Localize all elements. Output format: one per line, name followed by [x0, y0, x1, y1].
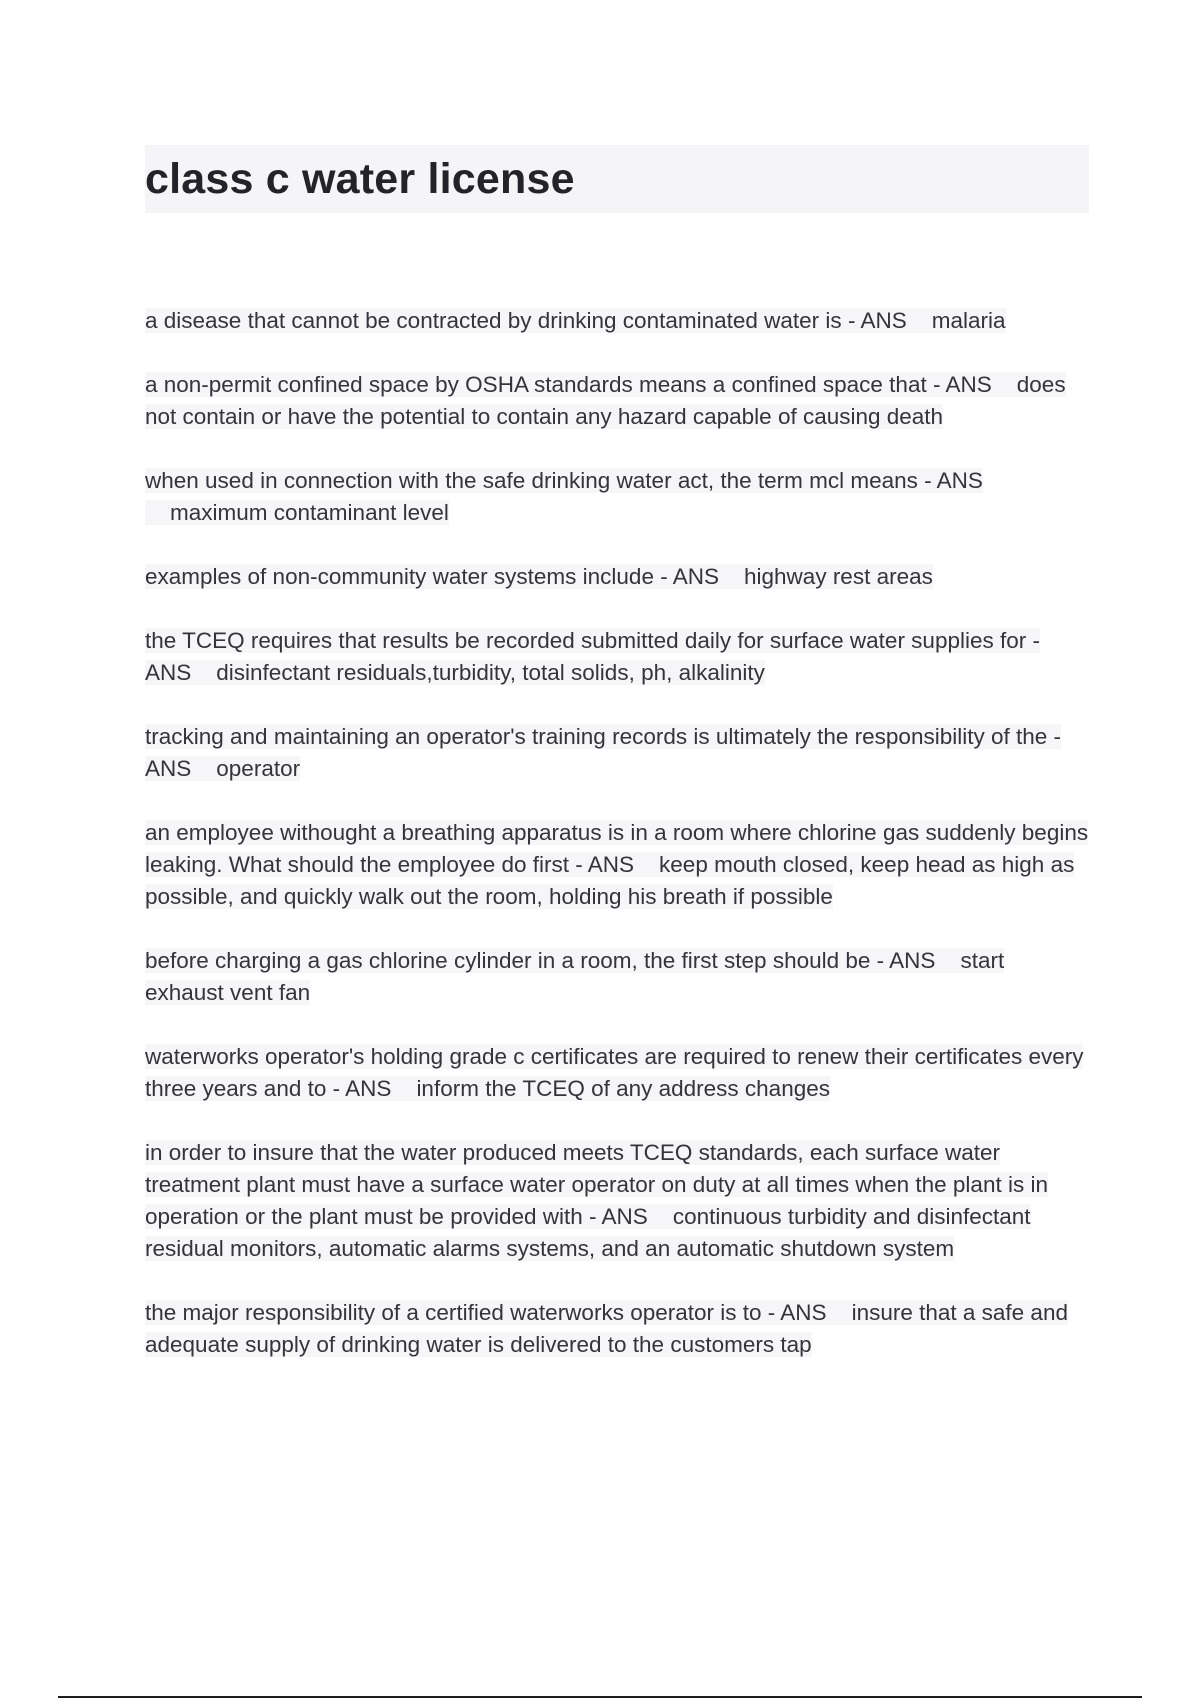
question-text: the TCEQ requires that results be recorded submitted daily for surface water supplies for: [145, 628, 1027, 653]
answer-text: does not contain or have the potential to contain any hazard capable of causing death: [145, 372, 1066, 429]
qa-item: [145, 305, 1089, 337]
question-text: an employee withought a breathing apparatus is in a room where chlorine gas suddenly begins leaking. What should the employee do first: [145, 820, 1089, 877]
answer-marker: - ANS: [847, 308, 907, 333]
qa-item: [145, 1137, 1089, 1265]
question-text: examples of non-community water systems include: [145, 564, 654, 589]
footer-rule: [58, 1696, 1142, 1698]
qa-item: [145, 1297, 1089, 1361]
answer-marker: - ANS: [575, 852, 635, 877]
answer-text: operator: [216, 756, 301, 781]
answer-marker: - ANS: [589, 1204, 648, 1229]
answer-marker: - ANS: [332, 1076, 392, 1101]
question-text: a disease that cannot be contracted by drinking contaminated water is: [145, 308, 842, 333]
qa-item: [145, 817, 1089, 913]
qa-item: [145, 721, 1089, 785]
answer-text: inform the TCEQ of any address changes: [416, 1076, 830, 1101]
answer-marker: - ANS: [660, 564, 719, 589]
answer-text: malaria: [931, 308, 1006, 333]
qa-item: [145, 369, 1089, 433]
question-text: waterworks operator's holding grade c certificates are required to renew their certificates every three years and to: [145, 1044, 1084, 1101]
question-text: a non-permit confined space by OSHA standards means a confined space that: [145, 372, 927, 397]
question-text: in order to insure that the water produced meets TCEQ standards, each surface water treatment plant must have a surface water operator on duty at all times when the plant is in operation or the plant must be provided with: [145, 1140, 1048, 1229]
page-title: class c water license: [145, 155, 575, 203]
answer-marker: - ANS: [767, 1300, 827, 1325]
answer-text: start exhaust vent fan: [145, 948, 1005, 1005]
answer-marker: - ANS: [876, 948, 936, 973]
qa-list: [145, 305, 1089, 1393]
question-text: the major responsibility of a certified waterworks operator is to: [145, 1300, 762, 1325]
answer-text: highway rest areas: [744, 564, 933, 589]
qa-item: [145, 561, 1089, 593]
answer-text: maximum contaminant level: [170, 500, 449, 525]
answer-text: insure that a safe and adequate supply of drinking water is delivered to the customers tap: [145, 1300, 1068, 1357]
answer-text: keep mouth closed, keep head as high as possible, and quickly walk out the room, holding his breath if possible: [145, 852, 1075, 909]
question-text: before charging a gas chlorine cylinder in a room, the first step should be: [145, 948, 871, 973]
qa-item: [145, 465, 1089, 529]
qa-item: [145, 1041, 1089, 1105]
question-text: when used in connection with the safe drinking water act, the term mcl means: [145, 468, 918, 493]
qa-item: [145, 625, 1089, 689]
question-text: tracking and maintaining an operator's training records is ultimately the responsibility of the: [145, 724, 1048, 749]
answer-marker: - ANS: [932, 372, 992, 397]
answer-marker: - ANS: [145, 724, 1062, 781]
answer-marker: - ANS: [145, 628, 1041, 685]
answer-text: continuous turbidity and disinfectant residual monitors, automatic alarms systems, and an automatic shutdown system: [145, 1204, 1031, 1261]
answer-marker: - ANS: [924, 468, 983, 493]
qa-item: [145, 945, 1089, 1009]
answer-text: disinfectant residuals,turbidity, total solids, ph, alkalinity: [216, 660, 765, 685]
